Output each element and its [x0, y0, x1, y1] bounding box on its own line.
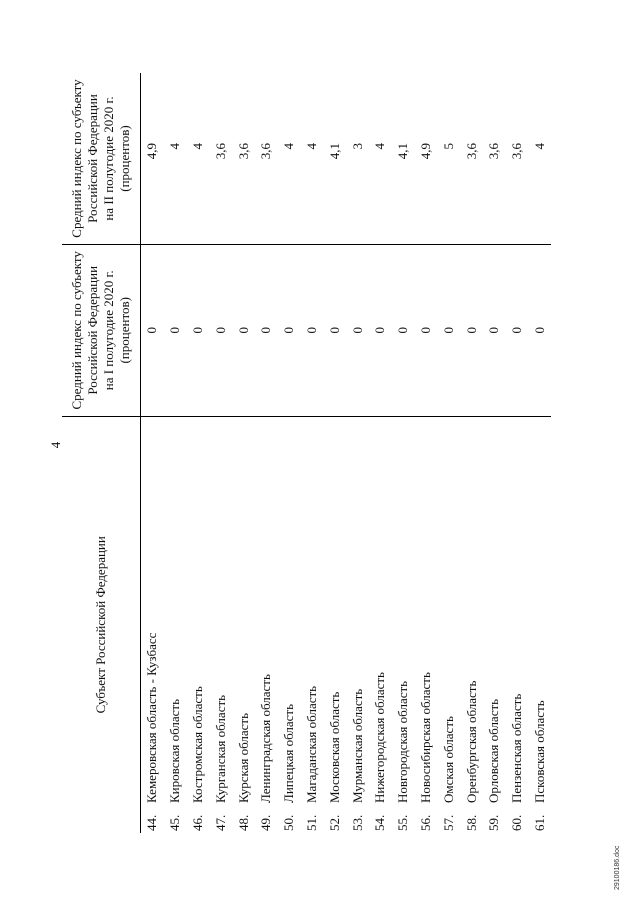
subject-cell [392, 416, 415, 833]
row-number: 56. [417, 814, 433, 831]
subject-name: Московская область [326, 691, 342, 803]
table-row [141, 73, 164, 833]
second-half-value: 3,6 [506, 73, 529, 245]
header-second-half [62, 73, 141, 245]
first-half-value: 0 [209, 245, 232, 417]
second-half-value: 3,6 [255, 73, 278, 245]
second-half-value: 4,9 [415, 73, 438, 245]
second-half-value: 5 [437, 73, 460, 245]
table-row [437, 73, 460, 833]
subject-cell [164, 416, 187, 833]
subject-name: Новгородская область [395, 680, 411, 803]
header-second-half-line: (процентов) [117, 125, 132, 192]
second-half-value: 4,1 [392, 73, 415, 245]
table-header-row [62, 73, 141, 833]
header-second-half-line: на II полугодие 2020 г. [101, 96, 116, 221]
subject-name: Орловская область [486, 698, 502, 803]
table-row [232, 73, 255, 833]
table-row [323, 73, 346, 833]
table-row [529, 73, 552, 833]
subject-name: Ленинградская область [258, 674, 274, 803]
second-half-value: 3,6 [483, 73, 506, 245]
subject-name: Мурманская область [349, 688, 365, 803]
header-second-half-line: Российской Федерации [85, 94, 100, 223]
table-row [392, 73, 415, 833]
first-half-value: 0 [255, 245, 278, 417]
second-half-value: 3,6 [232, 73, 255, 245]
index-table [62, 73, 551, 833]
second-half-value: 4,1 [323, 73, 346, 245]
first-half-value: 0 [164, 245, 187, 417]
subject-name: Курганская область [212, 694, 228, 803]
first-half-value: 0 [460, 245, 483, 417]
subject-cell [209, 416, 232, 833]
subject-cell [323, 416, 346, 833]
row-number: 45. [167, 814, 183, 831]
first-half-value: 0 [415, 245, 438, 417]
row-number: 50. [281, 814, 297, 831]
subject-cell [460, 416, 483, 833]
subject-cell [437, 416, 460, 833]
header-first-half-line: Средний индекс по субъекту [69, 251, 84, 410]
subject-cell [369, 416, 392, 833]
table-row [460, 73, 483, 833]
second-half-value: 4 [369, 73, 392, 245]
first-half-value: 0 [506, 245, 529, 417]
first-half-value: 0 [369, 245, 392, 417]
row-number: 60. [509, 814, 525, 831]
table-row [209, 73, 232, 833]
row-number: 52. [326, 814, 342, 831]
second-half-value: 4 [278, 73, 301, 245]
row-number: 54. [372, 814, 388, 831]
row-number: 46. [189, 814, 205, 831]
subject-name: Оренбургская область [463, 680, 479, 803]
subject-name: Кемеровская область - Кузбасс [144, 632, 160, 803]
row-number: 59. [486, 814, 502, 831]
row-number: 58. [463, 814, 479, 831]
table-row [187, 73, 210, 833]
second-half-value: 3,6 [209, 73, 232, 245]
table-row [483, 73, 506, 833]
row-number: 47. [212, 814, 228, 831]
subject-name: Кировская область [167, 698, 183, 803]
subject-name: Нижегородская область [372, 672, 388, 803]
row-number: 44. [144, 814, 160, 831]
first-half-value: 0 [278, 245, 301, 417]
row-number: 57. [440, 814, 456, 831]
subject-name: Курская область [235, 712, 251, 803]
table-row [301, 73, 324, 833]
second-half-value: 4,9 [141, 73, 164, 245]
row-number: 53. [349, 814, 365, 831]
table-row [369, 73, 392, 833]
table-row [278, 73, 301, 833]
subject-name: Пензенская область [509, 693, 525, 803]
subject-cell [483, 416, 506, 833]
second-half-value: 4 [529, 73, 552, 245]
subject-name: Костромская область [189, 686, 205, 803]
subject-cell [415, 416, 438, 833]
first-half-value: 0 [323, 245, 346, 417]
subject-cell [141, 416, 164, 833]
header-second-half-line: Средний индекс по субъекту [69, 79, 84, 238]
subject-name: Магаданская область [303, 685, 319, 803]
first-half-value: 0 [187, 245, 210, 417]
first-half-value: 0 [437, 245, 460, 417]
first-half-value: 0 [392, 245, 415, 417]
subject-cell [255, 416, 278, 833]
row-number: 61. [531, 814, 547, 831]
header-subject: Субъект Российской Федерации [62, 416, 141, 833]
subject-name: Омская область [440, 716, 456, 803]
first-half-value: 0 [232, 245, 255, 417]
subject-name: Псковская область [531, 700, 547, 803]
subject-cell [346, 416, 369, 833]
header-first-half-line: (процентов) [117, 297, 132, 364]
second-half-value: 4 [164, 73, 187, 245]
table-row [346, 73, 369, 833]
second-half-value: 3 [346, 73, 369, 245]
row-number: 49. [258, 814, 274, 831]
table-row [255, 73, 278, 833]
table-row [164, 73, 187, 833]
header-first-half [62, 245, 141, 417]
first-half-value: 0 [483, 245, 506, 417]
page-number: 4 [48, 441, 63, 449]
subject-name: Липецкая область [281, 703, 297, 803]
first-half-value: 0 [346, 245, 369, 417]
row-number: 48. [235, 814, 251, 831]
table-row [506, 73, 529, 833]
second-half-value: 4 [187, 73, 210, 245]
header-first-half-line: на I полугодие 2020 г. [101, 270, 116, 391]
subject-cell [232, 416, 255, 833]
subject-cell [301, 416, 324, 833]
second-half-value: 4 [301, 73, 324, 245]
first-half-value: 0 [141, 245, 164, 417]
header-first-half-line: Российской Федерации [85, 265, 100, 395]
row-number: 55. [395, 814, 411, 831]
first-half-value: 0 [529, 245, 552, 417]
row-number: 51. [303, 814, 319, 831]
document-code: 29100186.doc [614, 845, 621, 890]
subject-cell [529, 416, 552, 833]
table-row [415, 73, 438, 833]
second-half-value: 3,6 [460, 73, 483, 245]
subject-cell [278, 416, 301, 833]
subject-cell [506, 416, 529, 833]
subject-cell [187, 416, 210, 833]
subject-name: Новосибирская область [417, 672, 433, 803]
first-half-value: 0 [301, 245, 324, 417]
